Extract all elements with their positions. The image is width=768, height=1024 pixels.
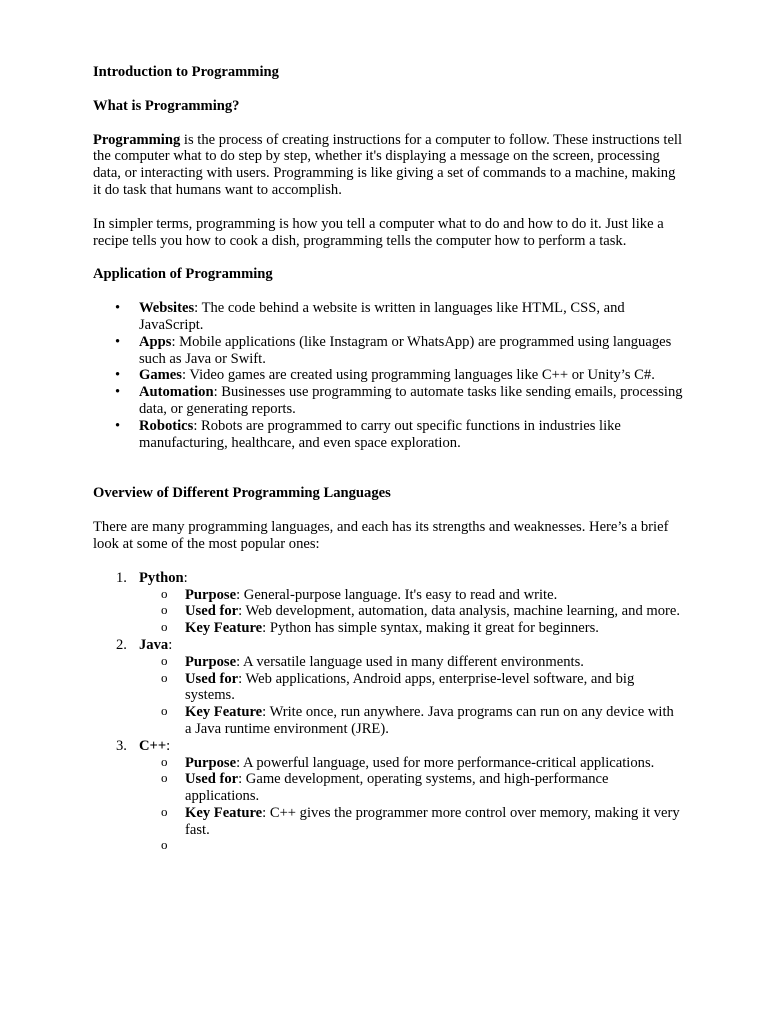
bullet-icon: • (115, 367, 121, 384)
list-item-term: Robotics (139, 417, 194, 434)
paragraph-definition (93, 132, 683, 199)
list-item-term: Apps (139, 333, 172, 350)
list-item-text: : The code behind a website is written in languages like HTML, CSS, and JavaScript. (139, 300, 625, 333)
circle-bullet-icon: o (161, 585, 168, 601)
detail-term: Key Feature (185, 620, 263, 637)
detail-term: Purpose (185, 653, 237, 670)
paragraph-overview-intro: There are many programming languages, and each has its strengths and weaknesses. Here’s a brief look at some of the most popular ones: (93, 519, 669, 552)
colon: : (168, 636, 173, 653)
detail-text: : A versatile language used in many different environments. (236, 653, 584, 670)
circle-bullet-icon: o (161, 602, 168, 618)
language-name: C++ (139, 737, 167, 754)
list-item-text: : Mobile applications (like Instagram or WhatsApp) are programmed using languages such as Java or Swift. (139, 333, 672, 367)
list-number: 3. (116, 737, 127, 754)
language-item-java (93, 637, 683, 738)
detail-item (139, 771, 683, 805)
list-number: 1. (116, 569, 127, 586)
detail-item (139, 805, 683, 839)
detail-term: Used for (185, 603, 239, 620)
list-item-text: : Video games are created using programming languages like C++ or Unity’s C#. (181, 367, 655, 384)
list-item-term: Websites (139, 300, 195, 317)
circle-bullet-icon: o (161, 703, 168, 719)
detail-term: Purpose (185, 754, 237, 771)
languages-list (93, 570, 683, 856)
detail-term: Used for (185, 771, 239, 788)
blank-space (93, 451, 683, 485)
section-heading-overview: Overview of Different Programming Languages (93, 485, 391, 502)
list-item-term: Automation (139, 384, 214, 401)
detail-text: : General-purpose language. It's easy to read and write. (236, 586, 558, 603)
language-details (139, 755, 683, 856)
detail-item (139, 654, 683, 671)
section-heading-applications: Application of Programming (93, 266, 273, 283)
language-name: Java (139, 636, 169, 653)
list-item (93, 300, 683, 334)
circle-bullet-icon: o (161, 669, 168, 685)
detail-item (139, 671, 683, 705)
detail-term: Key Feature (185, 804, 263, 821)
detail-text: : Web development, automation, data analysis, machine learning, and more. (238, 603, 681, 620)
circle-bullet-icon: o (161, 753, 168, 769)
bullet-icon: • (115, 384, 121, 401)
detail-term: Purpose (185, 586, 237, 603)
document-body (93, 64, 683, 855)
circle-bullet-icon: o (161, 837, 168, 853)
definition-text: is the process of creating instructions for a computer to follow. These instructions tell the computer what to do step by step, whether it's displaying a message on the screen, processing data, or interacting with users. Programming is like giving a set of commands to a machine, making it do task that humans want to accomplish. (93, 131, 683, 198)
colon: : (166, 737, 171, 754)
detail-item (139, 587, 683, 604)
detail-text: : Python has simple syntax, making it great for beginners. (262, 620, 599, 637)
bullet-icon: • (115, 300, 121, 317)
paragraph-simpler-terms: In simpler terms, programming is how you tell a computer what to do and how to do it. Just like a recipe tells you how to cook a dish, programming tells the computer how to perform a task. (93, 215, 664, 249)
detail-item (139, 603, 683, 620)
detail-text: : Write once, run anywhere. Java programs can run on any device with a Java runtime environment (JRE). (185, 704, 674, 737)
detail-item-empty (139, 838, 683, 855)
detail-item (139, 704, 683, 738)
list-item (93, 384, 683, 418)
detail-item (139, 755, 683, 772)
applications-list (93, 300, 683, 451)
language-details (139, 587, 683, 637)
list-item (93, 367, 683, 384)
list-item-text: : Businesses use programming to automate tasks like sending emails, processing data, or generating reports. (139, 384, 683, 417)
list-item-term: Games (139, 367, 182, 384)
circle-bullet-icon: o (161, 652, 168, 668)
term-programming: Programming (93, 131, 181, 148)
detail-text: : Game development, operating systems, and high-performance applications. (185, 771, 609, 805)
list-item (93, 418, 683, 452)
detail-text: : Web applications, Android apps, enterprise-level software, and big systems. (185, 670, 635, 704)
detail-text: : C++ gives the programmer more control over memory, making it very fast. (185, 804, 680, 838)
language-item-python (93, 570, 683, 637)
language-details (139, 654, 683, 738)
circle-bullet-icon: o (161, 770, 168, 786)
bullet-icon: • (115, 417, 121, 434)
colon: : (183, 569, 188, 586)
bullet-icon: • (115, 333, 121, 350)
document-title: Introduction to Programming (93, 64, 279, 80)
detail-term: Key Feature (185, 704, 263, 721)
list-number: 2. (116, 636, 127, 653)
circle-bullet-icon: o (161, 803, 168, 819)
language-item-cpp (93, 738, 683, 856)
detail-term: Used for (185, 670, 239, 687)
detail-text: : A powerful language, used for more performance-critical applications. (236, 754, 655, 771)
list-item (93, 334, 683, 368)
language-name: Python (139, 569, 184, 586)
section-heading-what: What is Programming? (93, 97, 240, 114)
detail-item (139, 620, 683, 637)
circle-bullet-icon: o (161, 619, 168, 635)
list-item-text: : Robots are programmed to carry out specific functions in industries like manufacturing, healthcare, and even space exploration. (139, 417, 621, 451)
